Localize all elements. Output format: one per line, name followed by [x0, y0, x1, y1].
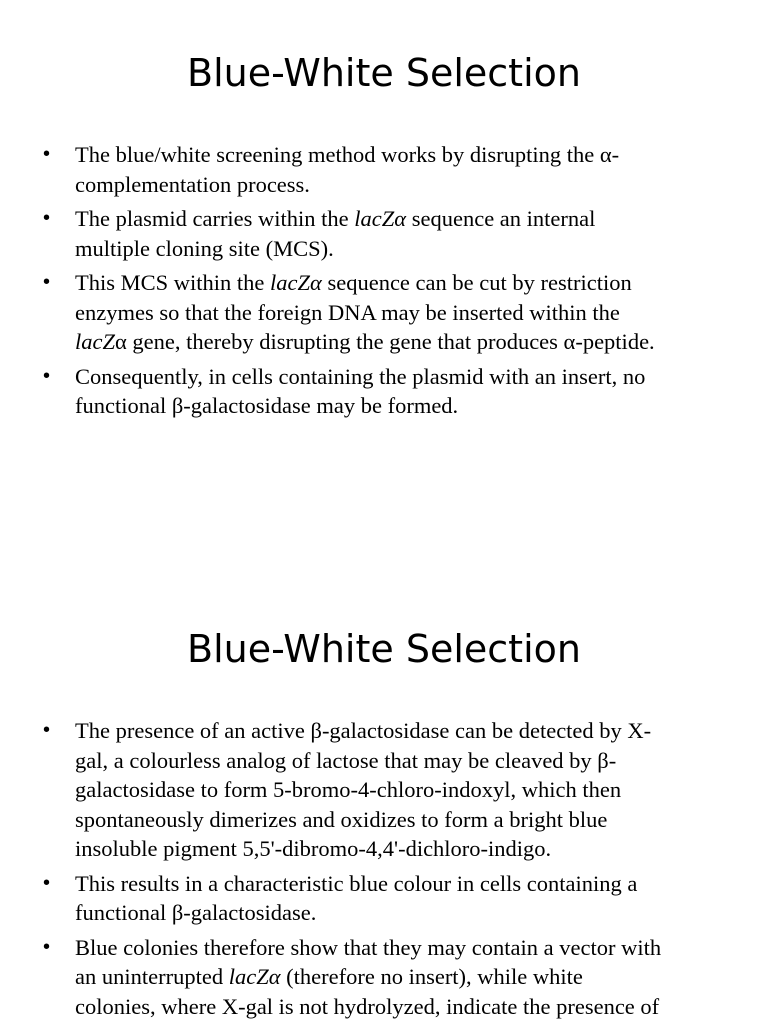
italic-text-run: lacZα [270, 270, 322, 295]
text-run: sequence an internal [406, 206, 596, 231]
text-run: insoluble pigment 5,5'-dibromo-4,4'-dichloro-indigo. [75, 836, 552, 861]
text-run: The plasmid carries within the [75, 206, 355, 231]
bullet-icon: • [43, 207, 51, 229]
text-run: enzymes so that the foreign DNA may be inserted within the [75, 299, 620, 325]
bullet-icon: • [43, 719, 51, 741]
bullet-icon: • [43, 271, 51, 293]
text-run: gal, a colourless analog of lactose that may be cleaved by β- [75, 747, 617, 773]
text-run: galactosidase to form 5-bromo-4-chloro-indoxyl, which then [75, 777, 622, 802]
text-run: The presence of an active β-galactosidase can be detected by X- [75, 718, 652, 743]
text-run: an uninterrupted [75, 964, 229, 989]
italic-text-run: lacZα [354, 206, 407, 231]
text-run: This MCS within the [75, 270, 271, 295]
italic-text-run: lacZ [75, 329, 116, 354]
bullet-item [0, 362, 768, 421]
bullet-icon: • [43, 143, 51, 165]
text-run: The blue/white screening method works by disrupting the α- [75, 142, 620, 167]
text-run: functional β-galactosidase. [75, 900, 317, 925]
text-run: α gene, thereby disrupting the gene that produces α-peptide. [115, 329, 655, 354]
slide-title: Blue-White Selection [187, 627, 581, 671]
text-run: multiple cloning site (MCS). [75, 235, 334, 261]
bullet-item [0, 140, 768, 199]
slide-title: Blue-White Selection [187, 51, 581, 95]
bullet-icon: • [43, 935, 51, 958]
text-run: This results in a characteristic blue colour in cells containing a [75, 870, 638, 896]
bullet-list [0, 716, 768, 1024]
text-run: sequence can be cut by restriction [321, 270, 632, 295]
text-run: (therefore no insert), while white [280, 964, 583, 989]
bullet-item [0, 716, 768, 864]
text-run: spontaneously dimerizes and oxidizes to form a bright blue [75, 806, 608, 832]
bullet-icon: • [43, 364, 51, 387]
text-run: colonies, where X-gal is not hydrolyzed, indicate the presence of [75, 993, 660, 1019]
text-run: Consequently, in cells containing the plasmid with an insert, no [75, 363, 646, 389]
bullet-item [0, 869, 768, 928]
bullet-icon: • [43, 871, 51, 894]
bullet-item [0, 268, 768, 357]
bullet-item [0, 933, 768, 1022]
text-run: complementation process. [75, 171, 310, 197]
bullet-list [0, 140, 768, 426]
italic-text-run: lacZα [228, 964, 281, 989]
text-run: Blue colonies therefore show that they may contain a vector with [75, 934, 662, 960]
bullet-item [0, 204, 768, 263]
text-run: functional β-galactosidase may be formed. [75, 393, 459, 418]
slide-2 [0, 576, 768, 1024]
